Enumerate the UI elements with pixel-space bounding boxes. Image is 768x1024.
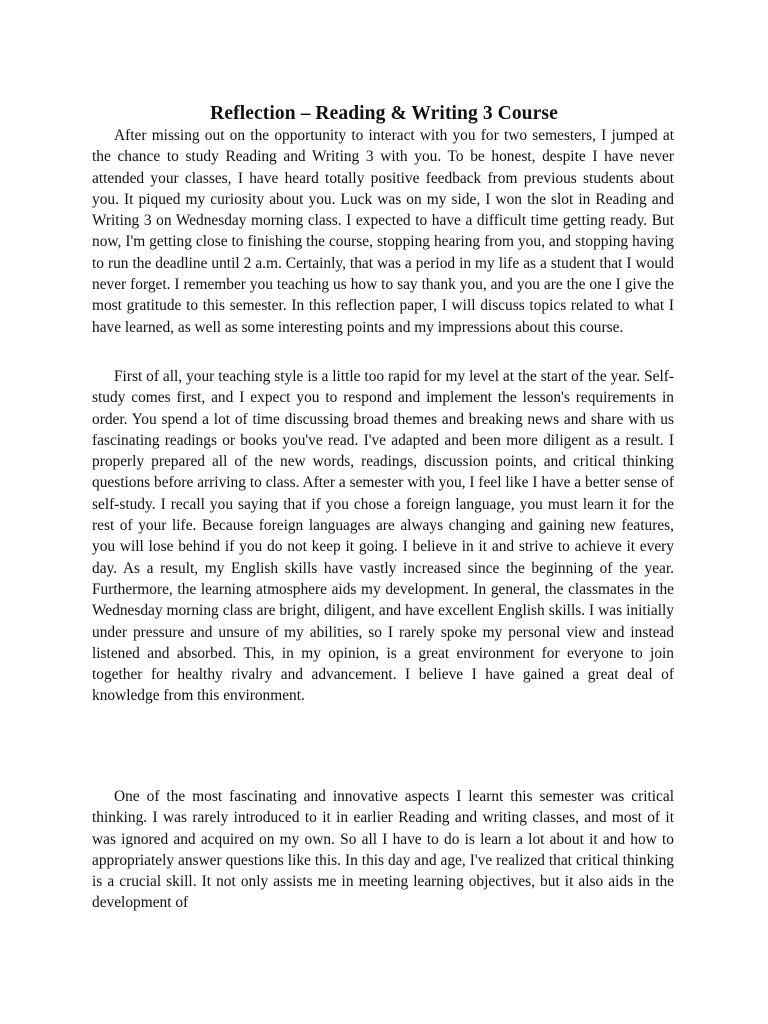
paragraph-teaching-style: First of all, your teaching style is a little too rapid for my level at the start of the year. Self-study comes first, and I expect you to respond and implement the lesson's requirements in order. You spend a lot of time discussing broad themes and breaking news and share with us fascinating readings or books you've read. I've adapted and been more diligent as a result. I properly prepared all of the new words, readings, discussion points, and critical thinking questions before arriving to class. After a semester with you, I feel like I have a better sense of self-study. I recall you saying that if you chose a foreign language, you must learn it for the rest of your life. Because foreign languages are always changing and gaining new features, you will lose behind if you do not keep it going. I believe in it and strive to achieve it every day. As a result, my English skills have vastly increased since the beginning of the year. Furthermore, the learning atmosphere aids my development. In general, the classmates in the Wednesday morning class are bright, diligent, and have excellent English skills. I was initially under pressure and unsure of my abilities, so I rarely spoke my personal view and instead listened and absorbed. This, in my opinion, is a great environment for everyone to join together for healthy rivalry and advancement. I believe I have gained a great deal of knowledge from this environment.: [92, 368, 674, 705]
paragraph-critical-thinking: One of the most fascinating and innovative aspects I learnt this semester was critical thinking. I was rarely introduced to it in earlier Reading and writing classes, and most of it was ignored and acquired on my own. So all I have to do is learn a lot about it and how to appropriately answer questions like this. In this day and age, I've realized that critical thinking is a crucial skill. It not only assists me in meeting learning objectives, but it also aids in the development of: [92, 788, 674, 912]
paragraph-introduction: After missing out on the opportunity to interact with you for two semesters, I jumped at the chance to study Reading and Writing 3 with you. To be honest, despite I have never attended your classes, I have heard totally positive feedback from previous students about you. It piqued my curiosity about you. Luck was on my side, I won the slot in Reading and Writing 3 on Wednesday morning class. I expected to have a difficult time getting ready. But now, I'm getting close to finishing the course, stopping hearing from you, and stopping having to run the deadline until 2 a.m. Certainly, that was a period in my life as a student that I would never forget. I remember you teaching us how to say thank you, and you are the one I give the most gratitude to this semester. In this reflection paper, I will discuss topics related to what I have learned, as well as some interesting points and my impressions about this course.: [92, 127, 674, 336]
document-title: Reflection – Reading & Writing 3 Course: [210, 103, 558, 125]
